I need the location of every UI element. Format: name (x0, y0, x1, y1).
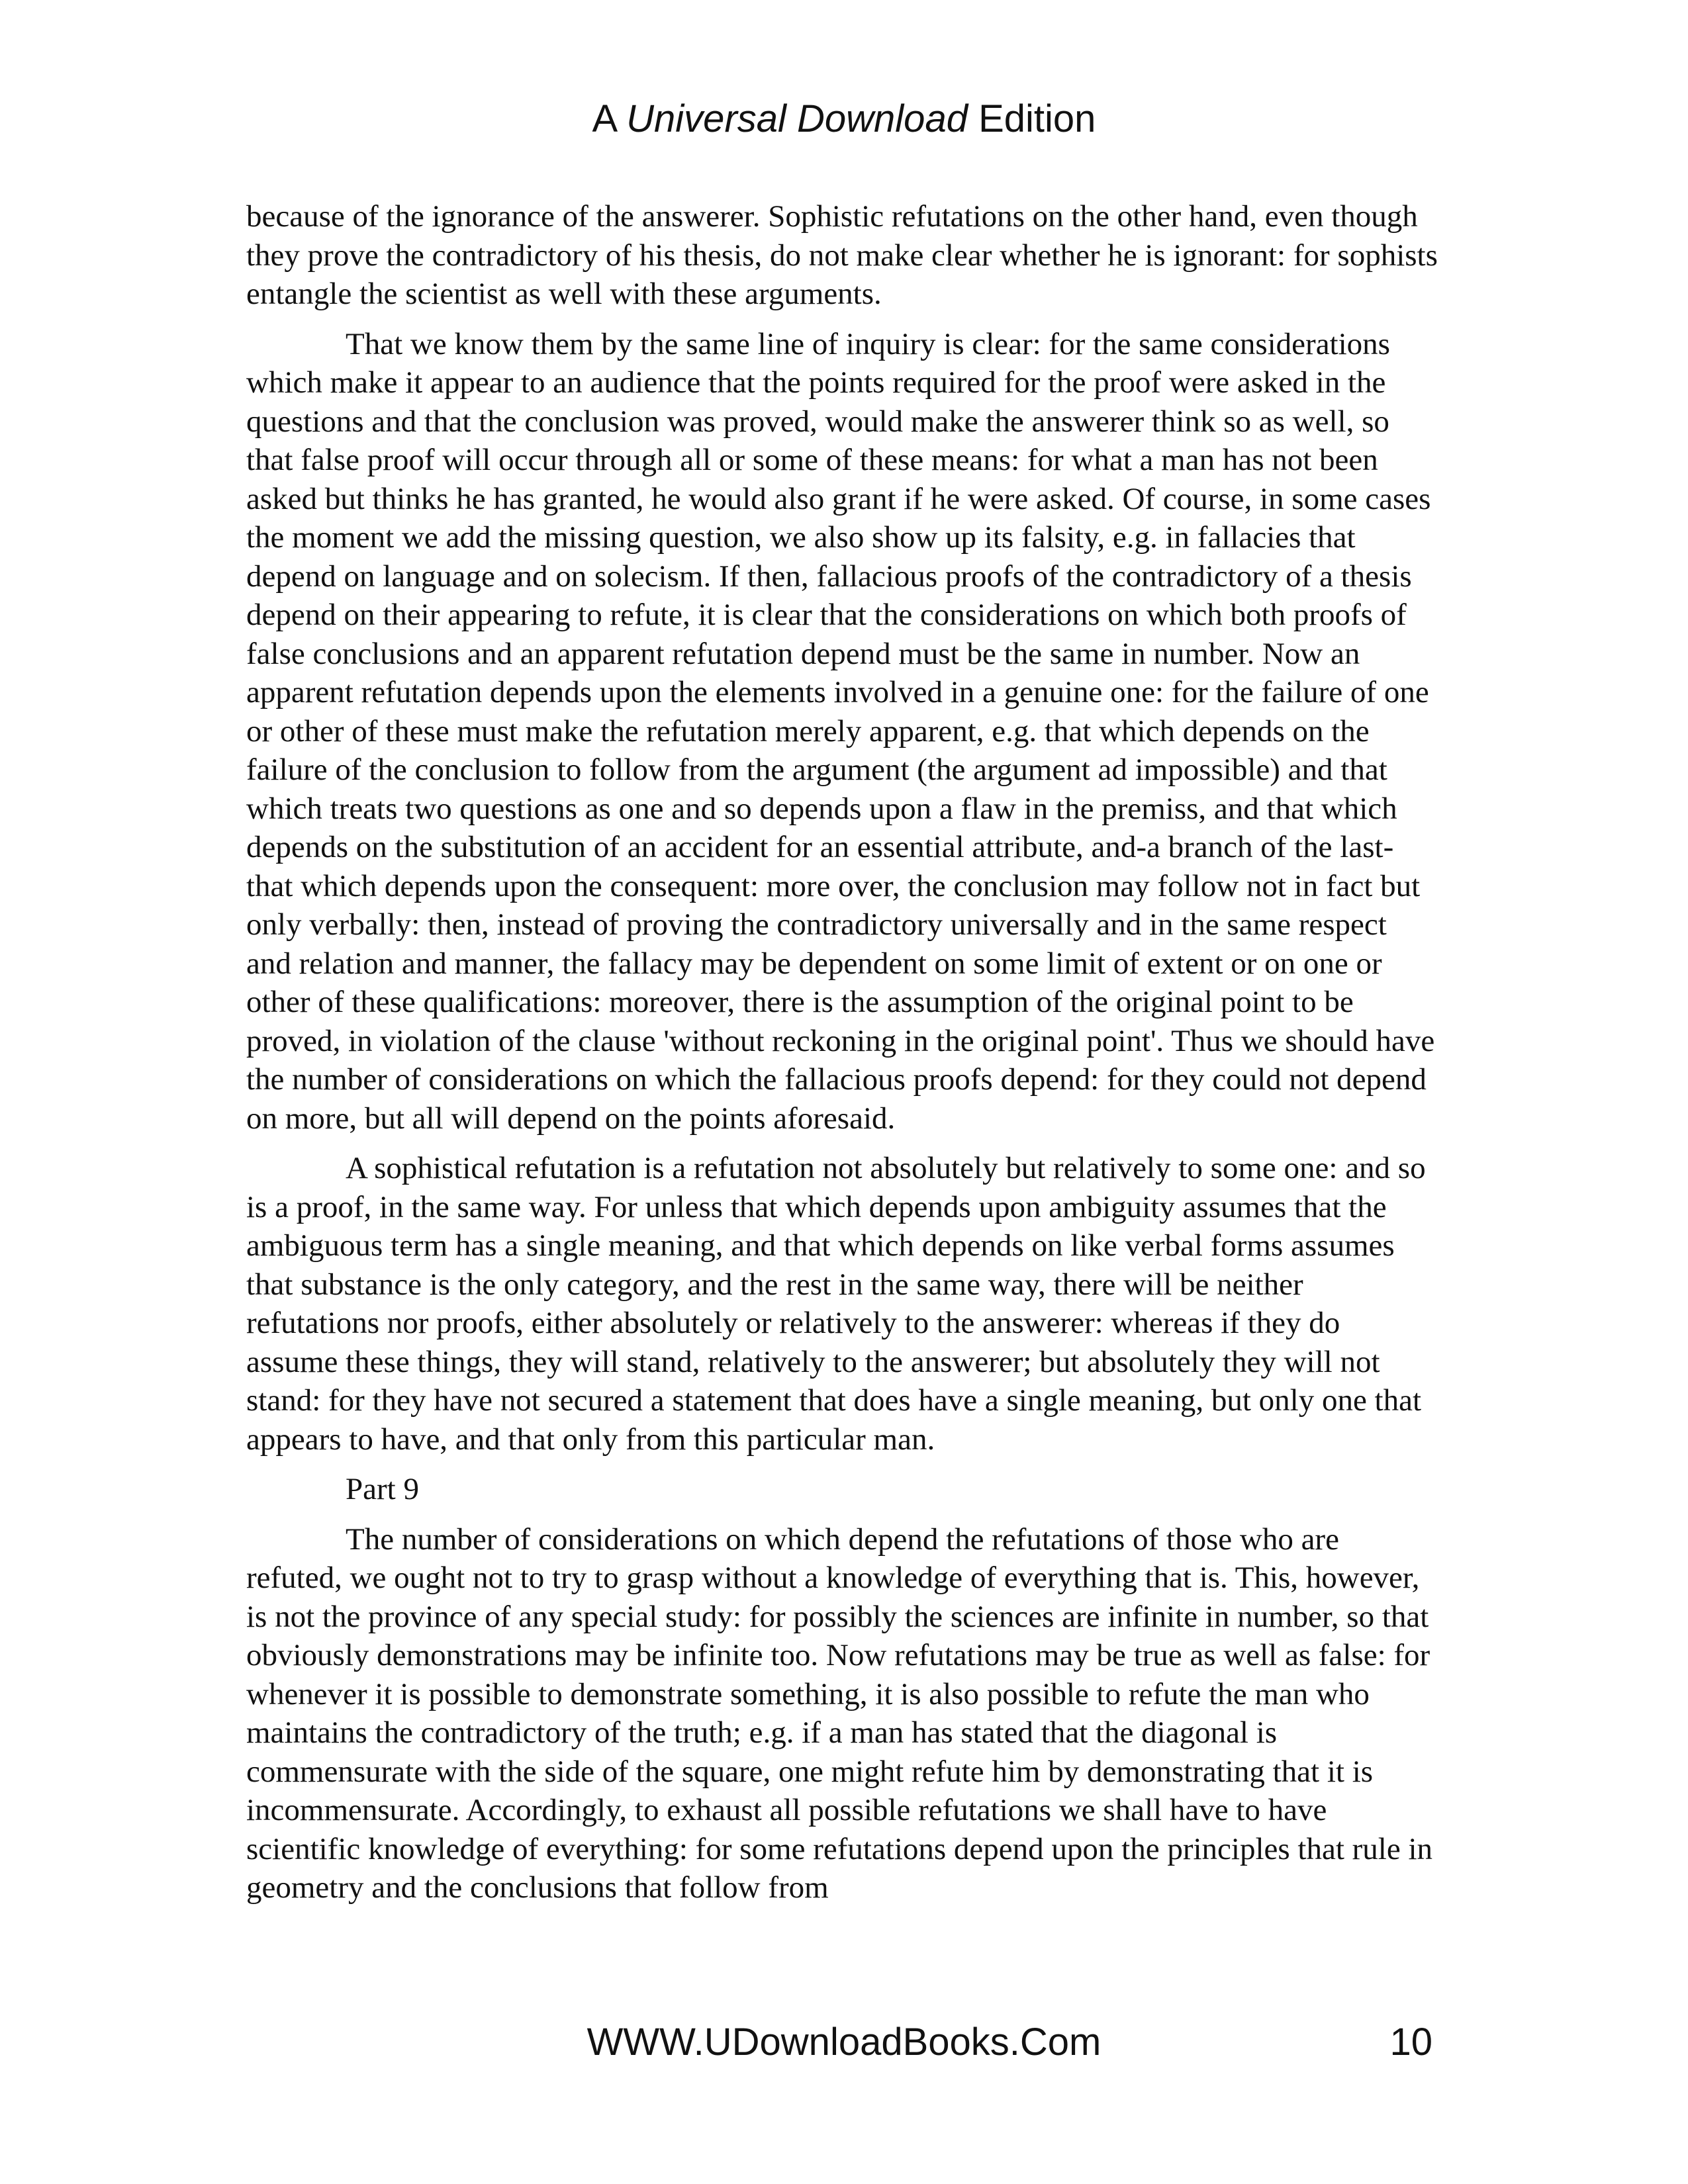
paragraph: That we know them by the same line of inquiry is clear: for the same considerations which make it appear to an audience that the points required for the proof were asked in the questions and that the conclusion was proved, would make the answerer think so as well, so that false proof will occur through all or some of these means: for what a man has not been asked but thinks he has granted, he would also grant if he were asked. Of course, in some cases the moment we add the missing question, we also show up its falsity, e.g. in fallacies that depend on language and on solecism. If then, fallacious proofs of the contradictory of a thesis depend on their appearing to refute, it is clear that the considerations on which both proofs of false conclusions and an apparent refutation depend must be the same in number. Now an apparent refutation depends upon the elements involved in a genuine one: for the failure of one or other of these must make the refutation merely apparent, e.g. that which depends on the failure of the conclusion to follow from the argument (the argument ad impossible) and that which treats two questions as one and so depends upon a flaw in the premiss, and that which depends on the substitution of an accident for an essential attribute, and-a branch of the last-that which depends upon the consequent: more over, the conclusion may follow not in fact but only verbally: then, instead of proving the contradictory universally and in the same respect and relation and manner, the fallacy may be dependent on some limit of extent or on one or other of these qualifications: moreover, there is the assumption of the original point to be proved, in violation of the clause 'without reckoning in the original point'. Thus we should have the number of considerations on which the fallacious proofs depend: for they could not depend on more, but all will depend on the points aforesaid. (246, 326, 1435, 1136)
footer-website: WWW.UDownloadBooks.Com (586, 2021, 1102, 2064)
paragraph: The number of considerations on which depend the refutations of those who are refuted, we ought not to try to grasp without a knowledge of everything that is. This, however, is not the province of any special study: for possibly the sciences are infinite in number, so that obviously demonstrations may be infinite too. Now refutations may be true as well as false: for whenever it is possible to demonstrate something, it is also possible to refute the man who maintains the contradictory of the truth; e.g. if a man has stated that the diagonal is commensurate with the side of the square, one might refute him by demonstrating that it is incommensurate. Accordingly, to exhaust all possible refutations we shall have to have scientific knowledge of everything: for some refutations depend upon the principles that rule in geometry and the conclusions that follow from (246, 1522, 1433, 1905)
section-heading: Part 9 (346, 1472, 419, 1506)
page-header (0, 93, 1688, 146)
page-body (246, 197, 1438, 1919)
header-title-italic: Universal Download (626, 97, 968, 140)
header-prefix: A (592, 97, 627, 140)
header-suffix: Edition (967, 97, 1096, 140)
paragraph-continued: because of the ignorance of the answerer. Sophistic refutations on the other hand, even though they prove the contradictory of his thesis, do not make clear whether he is ignorant: for sophists entangle the scientist as well with these arguments. (246, 199, 1438, 311)
page-number: 10 (1389, 2021, 1432, 2064)
paragraph: A sophistical refutation is a refutation not absolutely but relatively to some one: and so is a proof, in the same way. For unless that which depends upon ambiguity assumes that the ambiguous term has a single meaning, and that which depends on like verbal forms assumes that substance is the only category, and the rest in the same way, there will be neither refutations nor proofs, either absolutely or relatively to the answerer: whereas if they do assume these things, they will stand, relatively to the answerer; but absolutely they will not stand: for they have not secured a statement that does have a single meaning, but only one that appears to have, and that only from this particular man. (246, 1151, 1426, 1457)
